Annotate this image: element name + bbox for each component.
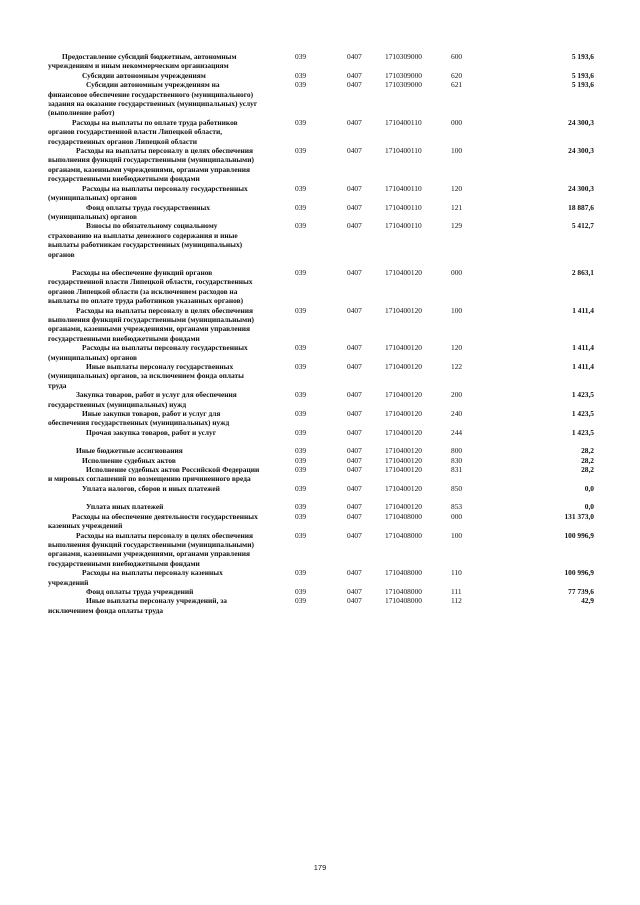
row-section-code: 0407 <box>347 502 362 512</box>
row-amount: 24 300,3 <box>568 117 594 127</box>
row-amount: 2 863,1 <box>571 267 594 277</box>
row-amount: 5 193,6 <box>571 80 594 90</box>
row-ministry-code: 039 <box>295 465 307 475</box>
row-target-code: 1710400120 <box>385 362 422 371</box>
row-target-code: 1710400120 <box>385 390 422 400</box>
row-amount: 28,2 <box>581 446 594 456</box>
row-ministry-code: 039 <box>295 530 307 540</box>
row-ministry-code: 039 <box>295 146 307 156</box>
row-amount: 1 411,4 <box>572 305 594 315</box>
row-ministry-code: 039 <box>295 427 307 437</box>
row-expense-type-code: 244 <box>451 427 463 437</box>
row-expense-type-code: 620 <box>451 70 463 80</box>
row-expense-type-code: 800 <box>451 446 463 456</box>
row-name: Исполнение судебных актов <box>82 455 176 465</box>
table-row <box>48 146 594 184</box>
row-target-code: 1710408000 <box>385 530 422 540</box>
row-expense-type-code: 100 <box>451 530 463 540</box>
table-row <box>48 596 594 615</box>
table-row <box>48 484 594 493</box>
page-number: 179 <box>313 863 327 872</box>
row-section-code: 0407 <box>347 362 362 371</box>
row-target-code: 1710400120 <box>385 455 422 465</box>
row-section-code: 0407 <box>347 511 362 521</box>
row-name: Расходы на выплаты персоналу в целях обеспечения выполнения функций государственными (муниципальными) органами, казенными учреждениями, органами управления государственными внебюджетными фондами <box>48 530 254 568</box>
row-amount: 131 373,0 <box>564 511 594 521</box>
row-section-code: 0407 <box>347 427 362 437</box>
row-ministry-code: 039 <box>295 343 307 353</box>
row-target-code: 1710400110 <box>385 183 422 193</box>
row-expense-type-code: 100 <box>451 305 463 315</box>
row-ministry-code: 039 <box>295 446 307 456</box>
row-expense-type-code: 850 <box>451 483 463 493</box>
row-amount: 18 887,6 <box>568 202 594 212</box>
row-amount: 24 300,3 <box>568 146 594 156</box>
table-row <box>48 80 594 118</box>
row-ministry-code: 039 <box>295 390 307 400</box>
row-amount: 100 996,9 <box>564 530 594 540</box>
row-ministry-code: 039 <box>295 221 307 231</box>
row-expense-type-code: 200 <box>451 390 463 400</box>
row-amount: 1 423,5 <box>571 427 594 437</box>
row-name: Уплата иных платежей <box>86 502 164 512</box>
row-expense-type-code: 240 <box>451 409 463 419</box>
row-name: Расходы на выплаты персоналу государственных (муниципальных) органов <box>48 343 248 362</box>
row-section-code: 0407 <box>347 267 362 277</box>
table-row <box>48 71 594 80</box>
row-amount: 0,0 <box>584 502 594 512</box>
row-spacer <box>48 259 594 268</box>
row-expense-type-code: 120 <box>451 183 463 193</box>
row-amount: 42,9 <box>581 596 594 606</box>
row-target-code: 1710400120 <box>385 427 422 437</box>
row-target-code: 1710400110 <box>385 146 422 156</box>
row-ministry-code: 039 <box>295 117 307 127</box>
row-target-code: 1710309000 <box>385 70 422 80</box>
row-expense-type-code: 129 <box>451 221 463 231</box>
row-amount: 24 300,3 <box>568 183 594 193</box>
row-expense-type-code: 122 <box>451 362 463 371</box>
row-section-code: 0407 <box>347 221 362 231</box>
row-ministry-code: 039 <box>295 267 307 277</box>
row-name: Закупка товаров, работ и услуг для обеспечения государственных (муниципальных) нужд <box>48 390 237 409</box>
row-name: Уплата налогов, сборов и иных платежей <box>82 483 220 493</box>
table-row <box>48 362 594 390</box>
table-row <box>48 203 594 222</box>
row-ministry-code: 039 <box>295 80 307 90</box>
row-section-code: 0407 <box>347 483 362 493</box>
table-row <box>48 456 594 465</box>
table-row <box>48 306 594 344</box>
table-row <box>48 409 594 428</box>
row-amount: 5 412,7 <box>571 221 594 231</box>
row-expense-type-code: 831 <box>451 465 463 475</box>
row-expense-type-code: 621 <box>451 80 463 90</box>
row-ministry-code: 039 <box>295 596 307 606</box>
row-expense-type-code: 110 <box>451 568 462 578</box>
row-spacer <box>48 493 594 502</box>
row-expense-type-code: 100 <box>451 146 463 156</box>
row-name: Фонд оплаты труда государственных (муниципальных) органов <box>48 202 210 221</box>
row-target-code: 1710309000 <box>385 52 422 61</box>
row-amount: 100 996,9 <box>564 568 594 578</box>
row-section-code: 0407 <box>347 390 362 400</box>
table-row <box>48 568 594 587</box>
row-name: Иные выплаты персоналу учреждений, за исключением фонда оплаты труда <box>48 596 227 615</box>
row-section-code: 0407 <box>347 343 362 353</box>
row-target-code: 1710400120 <box>385 267 422 277</box>
row-expense-type-code: 000 <box>451 511 463 521</box>
table-row <box>48 52 594 71</box>
row-name: Прочая закупка товаров, работ и услуг <box>86 427 217 437</box>
row-expense-type-code: 600 <box>451 52 463 61</box>
row-name: Иные закупки товаров, работ и услуг для обеспечения государственных (муниципальных) нужд <box>48 409 230 428</box>
row-target-code: 1710400110 <box>385 202 422 212</box>
row-target-code: 1710309000 <box>385 80 422 90</box>
row-section-code: 0407 <box>347 568 362 578</box>
row-name: Расходы на выплаты по оплате труда работников органов государственной власти Липецкой области, государственных органов Липецкой области <box>48 117 238 146</box>
row-ministry-code: 039 <box>295 511 307 521</box>
table-row <box>48 465 594 484</box>
row-name: Предоставление субсидий бюджетным, автономным учреждениям и иным некоммерческим организациям <box>48 52 237 71</box>
row-name: Иные выплаты персоналу государственных (муниципальных) органов, за исключением фонда оплаты труда <box>48 362 244 390</box>
row-target-code: 1710400120 <box>385 343 422 353</box>
row-amount: 77 739,6 <box>568 586 594 596</box>
row-name: Взносы по обязательному социальному страхованию на выплаты денежного содержания и иные выплаты работникам государственных (муниципальных) органов <box>48 221 243 259</box>
row-ministry-code: 039 <box>295 502 307 512</box>
table-row <box>48 184 594 203</box>
row-ministry-code: 039 <box>295 183 307 193</box>
table-row <box>48 428 594 437</box>
row-ministry-code: 039 <box>295 362 307 371</box>
row-ministry-code: 039 <box>295 409 307 419</box>
row-amount: 5 193,6 <box>571 70 594 80</box>
table-row <box>48 531 594 569</box>
row-expense-type-code: 853 <box>451 502 463 512</box>
row-name: Расходы на обеспечение деятельности государственных казенных учреждений <box>48 511 258 531</box>
row-name: Иные бюджетные ассигнования <box>76 446 183 456</box>
row-expense-type-code: 121 <box>451 202 463 212</box>
row-section-code: 0407 <box>347 446 362 456</box>
row-section-code: 0407 <box>347 409 362 419</box>
table-row <box>48 118 594 146</box>
row-ministry-code: 039 <box>295 483 307 493</box>
row-section-code: 0407 <box>347 586 362 596</box>
row-expense-type-code: 120 <box>451 343 463 353</box>
row-name: Расходы на обеспечение функций органов государственной власти Липецкой области, государственных органов Липецкой области (за исключением расходов на выплаты по оплате труда работников указанных органов) <box>48 267 253 306</box>
row-section-code: 0407 <box>347 305 362 315</box>
table-row <box>48 390 594 409</box>
row-target-code: 1710408000 <box>385 596 422 606</box>
row-ministry-code: 039 <box>295 586 307 596</box>
row-ministry-code: 039 <box>295 455 307 465</box>
table-row <box>48 446 594 455</box>
row-amount: 28,2 <box>581 465 594 475</box>
row-amount: 1 411,4 <box>572 362 594 371</box>
row-expense-type-code: 000 <box>451 267 463 277</box>
row-target-code: 1710400120 <box>385 465 422 475</box>
row-name: Расходы на выплаты персоналу в целях обеспечения выполнения функций государственными (муниципальными) органами, казенными учреждениями, органами управления государственными внебюджетными фондами <box>48 305 254 343</box>
row-ministry-code: 039 <box>295 70 307 80</box>
row-spacer <box>48 437 594 446</box>
budget-table-body <box>48 52 594 615</box>
row-section-code: 0407 <box>347 455 362 465</box>
row-name: Исполнение судебных актов Российской Федерации и мировых соглашений по возмещению причиненного вреда <box>48 465 260 484</box>
row-name: Расходы на выплаты персоналу в целях обеспечения выполнения функций государственными (муниципальными) органами, казенными учреждениями, органами управления государственными внебюджетными фондами <box>48 146 254 184</box>
row-section-code: 0407 <box>347 52 362 61</box>
row-expense-type-code: 111 <box>451 586 462 596</box>
row-ministry-code: 039 <box>295 202 307 212</box>
row-target-code: 1710400120 <box>385 502 422 512</box>
row-section-code: 0407 <box>347 80 362 90</box>
row-expense-type-code: 112 <box>451 596 462 606</box>
table-row <box>48 221 594 259</box>
row-target-code: 1710400110 <box>385 117 422 127</box>
row-target-code: 1710400120 <box>385 446 422 456</box>
row-section-code: 0407 <box>347 70 362 80</box>
row-target-code: 1710400120 <box>385 305 422 315</box>
row-section-code: 0407 <box>347 117 362 127</box>
table-row <box>48 587 594 596</box>
row-name: Субсидии автономным учреждениям на финансовое обеспечение государственного (муниципального) задания на оказание государственных (муниципальных) услуг (выполнение работ) <box>48 80 258 118</box>
table-row <box>48 343 594 362</box>
row-name: Расходы на выплаты персоналу государственных (муниципальных) органов <box>48 183 248 203</box>
table-row <box>48 512 594 531</box>
row-section-code: 0407 <box>347 202 362 212</box>
row-ministry-code: 039 <box>295 568 307 578</box>
row-expense-type-code: 830 <box>451 455 463 465</box>
row-amount: 0,0 <box>584 483 594 493</box>
row-expense-type-code: 000 <box>451 117 463 127</box>
row-target-code: 1710400120 <box>385 483 422 493</box>
row-target-code: 1710400120 <box>385 409 422 419</box>
row-amount: 28,2 <box>581 455 594 465</box>
table-row <box>48 268 594 306</box>
row-section-code: 0407 <box>347 183 362 193</box>
table-row <box>48 502 594 511</box>
row-ministry-code: 039 <box>295 305 307 315</box>
row-amount: 1 423,5 <box>571 409 594 419</box>
row-ministry-code: 039 <box>295 52 307 61</box>
row-section-code: 0407 <box>347 596 362 606</box>
row-name: Субсидии автономным учреждениям <box>82 70 206 80</box>
row-target-code: 1710408000 <box>385 586 422 596</box>
row-amount: 1 411,4 <box>572 343 594 353</box>
row-target-code: 1710408000 <box>385 568 422 578</box>
row-amount: 1 423,5 <box>571 390 594 400</box>
row-section-code: 0407 <box>347 530 362 540</box>
row-target-code: 1710408000 <box>385 511 422 521</box>
row-name: Расходы на выплаты персоналу казенных учреждений <box>48 568 223 587</box>
row-amount: 5 193,6 <box>571 52 594 61</box>
row-section-code: 0407 <box>347 146 362 156</box>
row-section-code: 0407 <box>347 465 362 475</box>
row-target-code: 1710400110 <box>385 221 422 231</box>
budget-table <box>48 52 594 615</box>
row-name: Фонд оплаты труда учреждений <box>86 586 194 596</box>
